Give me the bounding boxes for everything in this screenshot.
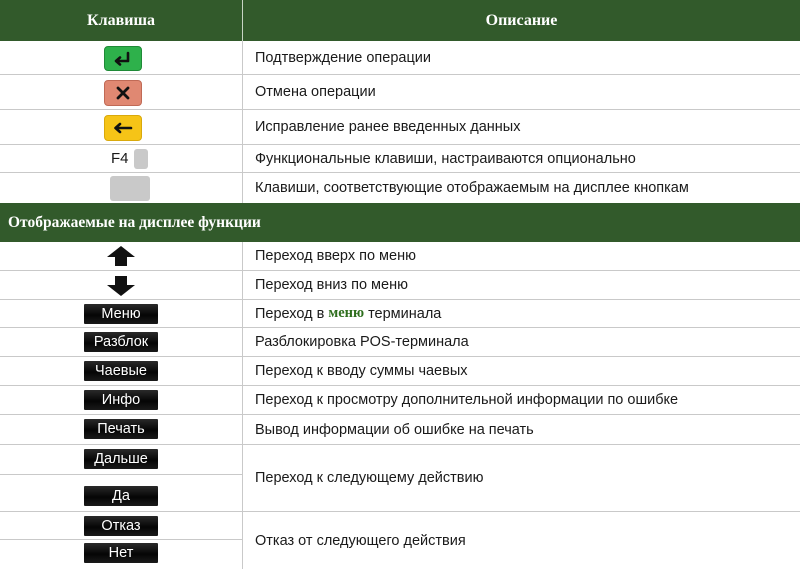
cell-divider <box>0 474 242 475</box>
header-key-column: Клавиша <box>87 12 155 29</box>
row-description: Разблокировка POS-терминала <box>255 334 469 350</box>
table-row <box>0 300 800 328</box>
key-cell <box>0 445 242 511</box>
key-cell <box>0 300 242 327</box>
key-cell <box>0 328 242 356</box>
row-description: Функциональные клавиши, настраиваются опционально <box>255 150 636 167</box>
key-cell <box>0 41 242 74</box>
key-cell <box>0 75 242 109</box>
row-description: Переход вниз по меню <box>255 277 408 293</box>
row-description: Отказ от следующего действия <box>255 532 466 549</box>
key-cell <box>0 173 242 203</box>
key-cell <box>0 110 242 144</box>
unlock-button: Разблок <box>84 332 158 352</box>
section-header: Отображаемые на дисплее функции <box>0 203 800 242</box>
yes-button: Да <box>84 486 158 506</box>
function-key-icon <box>134 149 148 169</box>
next-button: Дальше <box>84 449 158 469</box>
menu-button: Меню <box>84 304 158 324</box>
row-description <box>243 300 800 327</box>
cell-divider <box>0 539 242 540</box>
arrow-down-icon <box>105 275 137 297</box>
key-cell <box>0 271 242 299</box>
table-row <box>0 173 800 203</box>
table-row <box>0 271 800 300</box>
row-description: Вывод информации об ошибке на печать <box>255 421 534 438</box>
table-row <box>0 386 800 415</box>
key-cell <box>0 415 242 444</box>
row-description: Подтверждение операции <box>255 49 431 66</box>
row-description: Переход вверх по меню <box>255 248 416 264</box>
cancel-key-icon <box>104 80 142 106</box>
row-description: Переход к вводу суммы чаевых <box>255 363 468 379</box>
table-row <box>0 445 800 512</box>
key-cell <box>0 512 242 569</box>
table-row <box>0 41 800 75</box>
f4-key-label: F4 <box>111 150 129 167</box>
backspace-key-icon <box>104 115 142 141</box>
key-cell <box>0 357 242 385</box>
arrow-up-icon <box>105 245 137 267</box>
description-prefix: Переход в <box>255 305 325 322</box>
key-cell <box>0 386 242 414</box>
table-row <box>0 415 800 445</box>
header-description-column: Описание <box>485 12 558 29</box>
info-button: Инфо <box>84 390 158 410</box>
table-row <box>0 357 800 386</box>
row-description: Переход к просмотру дополнительной информации по ошибке <box>255 392 679 408</box>
table-row <box>0 328 800 357</box>
table-row <box>0 242 800 271</box>
print-button: Печать <box>84 419 158 439</box>
table-row <box>0 75 800 110</box>
refuse-button: Отказ <box>84 516 158 536</box>
table-row <box>0 110 800 145</box>
row-description: Клавиши, соответствующие отображаемым на дисплее кнопкам <box>255 180 689 196</box>
table-row <box>0 512 800 569</box>
enter-key-icon <box>104 46 142 71</box>
table-row <box>0 145 800 173</box>
key-cell <box>0 145 242 172</box>
menu-highlight: меню <box>328 305 365 321</box>
table-header <box>0 0 800 41</box>
tips-button: Чаевые <box>84 361 158 381</box>
description-suffix: терминала <box>368 305 442 322</box>
no-button: Нет <box>84 543 158 563</box>
row-description: Исправление ранее введенных данных <box>255 119 521 135</box>
row-description: Отмена операции <box>255 84 376 100</box>
key-cell <box>0 242 242 270</box>
soft-key-icon <box>110 176 150 201</box>
row-description: Переход к следующему действию <box>255 470 484 486</box>
